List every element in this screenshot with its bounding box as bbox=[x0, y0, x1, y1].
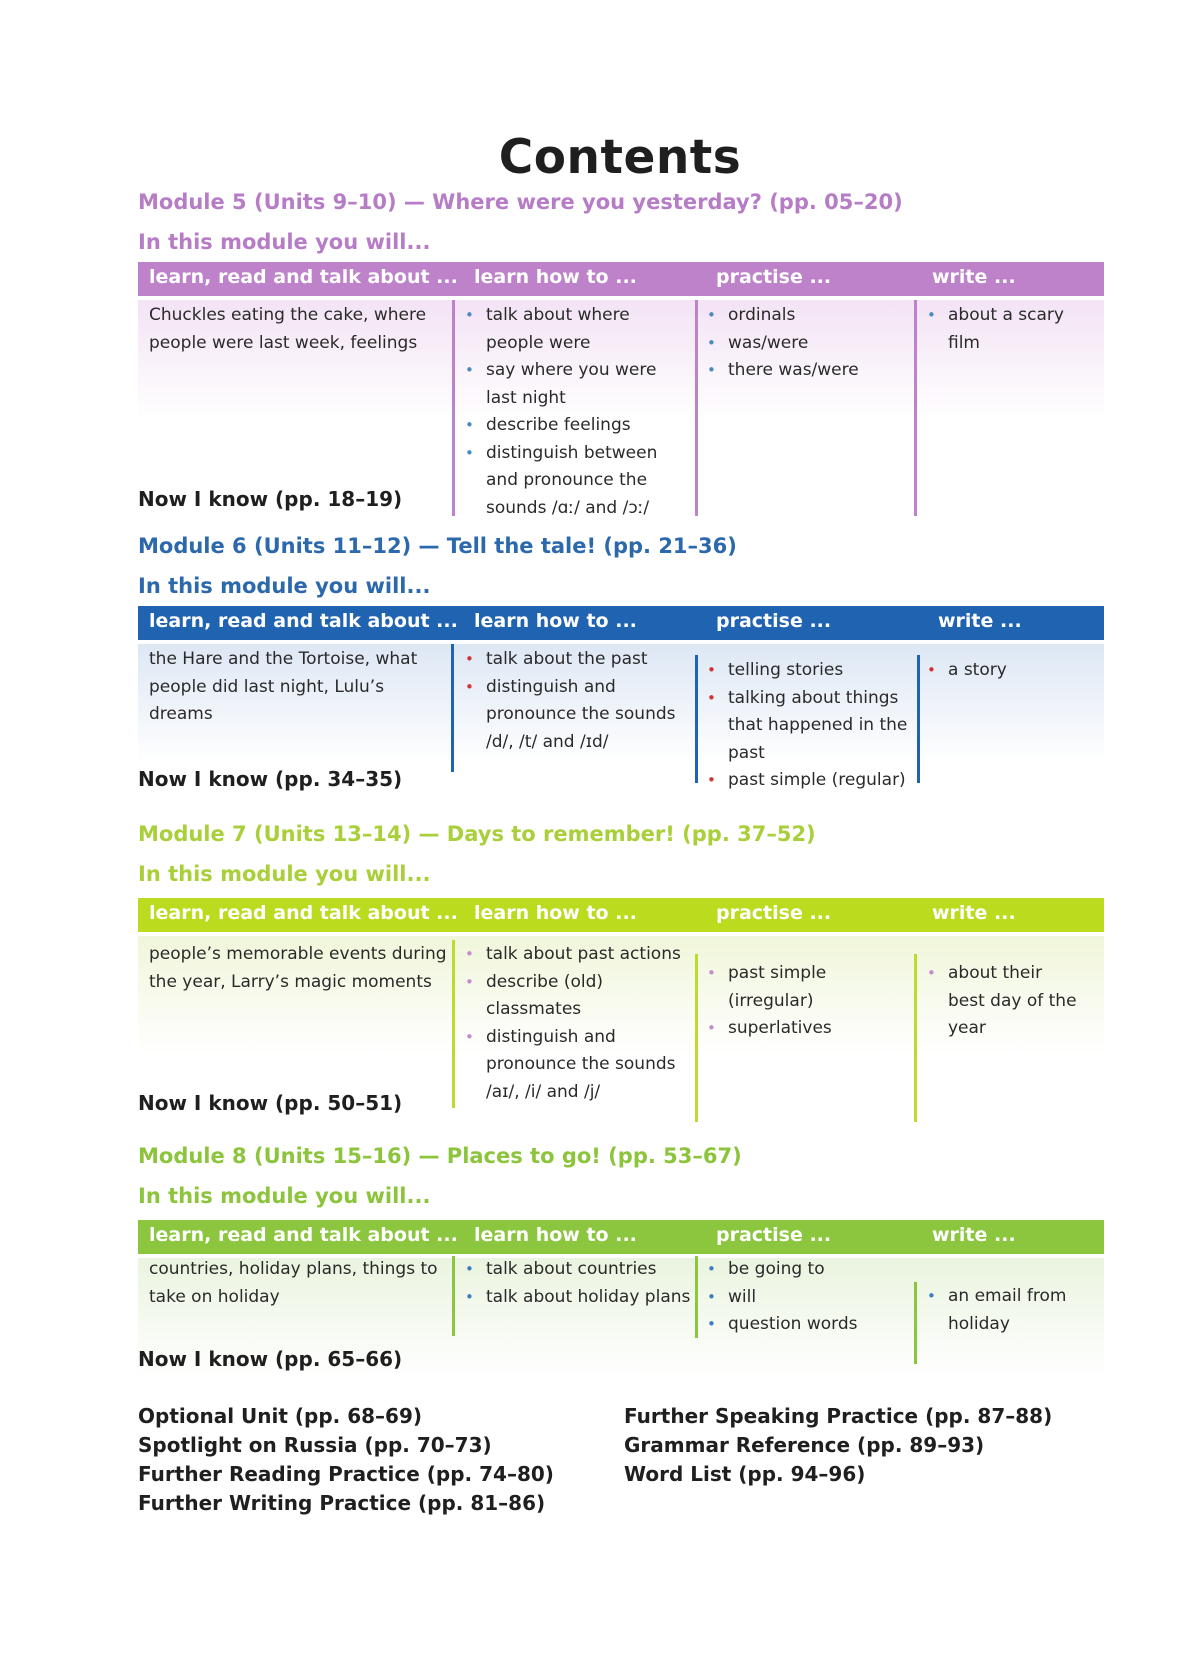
footer-item: Optional Unit (pp. 68–69) bbox=[138, 1404, 423, 1428]
now-i-know: Now I know (pp. 65–66) bbox=[138, 1347, 403, 1371]
column-divider bbox=[452, 940, 455, 1108]
list-item: • talking about things that happened in the past bbox=[704, 685, 914, 768]
list-item: • distinguish and pronounce the sounds /d/, /t/ and /ɪd/ bbox=[462, 674, 692, 757]
footer-left-list bbox=[138, 1402, 554, 1518]
module-title: Module 8 (Units 15–16) — Places to go! (pp. 53–67) bbox=[138, 1144, 742, 1168]
footer-right-list bbox=[624, 1402, 1052, 1489]
header-write: write ... bbox=[932, 902, 1016, 924]
list-item: • was/were bbox=[704, 330, 914, 358]
list-item: • a story bbox=[924, 657, 1074, 685]
header-practise: practise ... bbox=[716, 610, 832, 632]
list-item: • an email from holiday bbox=[924, 1283, 1074, 1338]
column-divider bbox=[914, 1282, 917, 1364]
topics-cell: countries, holiday plans, things to take on holiday bbox=[149, 1259, 438, 1307]
module-title: Module 7 (Units 13–14) — Days to remember! (pp. 37–52) bbox=[138, 822, 816, 846]
list-item: • will bbox=[704, 1284, 914, 1312]
learn-cell bbox=[462, 1256, 692, 1311]
list-item: • talk about the past bbox=[462, 646, 692, 674]
header-practise: practise ... bbox=[716, 902, 832, 924]
column-divider bbox=[917, 655, 920, 783]
now-i-know: Now I know (pp. 18–19) bbox=[138, 487, 403, 511]
footer-item: Further Speaking Practice (pp. 87–88) bbox=[624, 1404, 1053, 1428]
module-8 bbox=[138, 1142, 1104, 1374]
module-subtitle: In this module you will... bbox=[138, 574, 431, 598]
module-subtitle: In this module you will... bbox=[138, 862, 431, 886]
header-learn-how: learn how to ... bbox=[474, 1224, 637, 1246]
column-divider bbox=[695, 655, 698, 783]
header-write: write ... bbox=[932, 266, 1016, 288]
table-header bbox=[138, 1220, 1104, 1254]
table-header bbox=[138, 262, 1104, 296]
footer-item: Grammar Reference (pp. 89–93) bbox=[624, 1433, 985, 1457]
table-header bbox=[138, 606, 1104, 640]
table-header bbox=[138, 898, 1104, 932]
topics-cell: Chuckles eating the cake, where people were last week, feelings bbox=[149, 305, 427, 353]
list-item: • ordinals bbox=[704, 302, 914, 330]
write-cell bbox=[924, 1283, 1074, 1338]
module-title: Module 6 (Units 11–12) — Tell the tale! (pp. 21–36) bbox=[138, 534, 737, 558]
header-learn-read-talk: learn, read and talk about ... bbox=[149, 266, 458, 288]
header-write: write ... bbox=[932, 1224, 1016, 1246]
practise-cell bbox=[704, 960, 914, 1043]
list-item: • telling stories bbox=[704, 657, 914, 685]
column-divider bbox=[914, 954, 917, 1122]
module-7 bbox=[138, 820, 1104, 1122]
footer-item: Further Writing Practice (pp. 81–86) bbox=[138, 1491, 546, 1515]
footer-item: Further Reading Practice (pp. 74–80) bbox=[138, 1462, 554, 1486]
list-item: • be going to bbox=[704, 1256, 914, 1284]
now-i-know: Now I know (pp. 50–51) bbox=[138, 1091, 403, 1115]
module-6 bbox=[138, 532, 1104, 810]
list-item: • say where you were last night bbox=[462, 357, 692, 412]
write-cell bbox=[924, 960, 1084, 1043]
topics-cell: people’s memorable events during the year, Larry’s magic moments bbox=[149, 944, 447, 992]
column-divider bbox=[695, 1256, 698, 1338]
header-learn-read-talk: learn, read and talk about ... bbox=[149, 902, 458, 924]
module-table bbox=[138, 262, 1104, 518]
list-item: • distinguish and pronounce the sounds /aɪ/, /i/ and /j/ bbox=[462, 1024, 696, 1107]
practise-cell bbox=[704, 302, 914, 385]
practise-cell bbox=[704, 1256, 914, 1339]
header-learn-how: learn how to ... bbox=[474, 610, 637, 632]
practise-cell bbox=[704, 657, 914, 795]
list-item: • about their best day of the year bbox=[924, 960, 1084, 1043]
column-divider bbox=[452, 1256, 455, 1336]
footer-item: Word List (pp. 94–96) bbox=[624, 1462, 866, 1486]
header-learn-read-talk: learn, read and talk about ... bbox=[149, 1224, 458, 1246]
list-item: • talk about holiday plans bbox=[462, 1284, 692, 1312]
column-divider bbox=[452, 300, 455, 516]
module-5 bbox=[138, 188, 1104, 518]
list-item: • describe feelings bbox=[462, 412, 692, 440]
column-divider bbox=[914, 300, 917, 516]
module-table bbox=[138, 1220, 1104, 1374]
header-learn-how: learn how to ... bbox=[474, 266, 637, 288]
page-title: Contents bbox=[498, 130, 742, 185]
list-item: • talk about past actions bbox=[462, 941, 696, 969]
list-item: • talk about where people were bbox=[462, 302, 692, 357]
now-i-know: Now I know (pp. 34–35) bbox=[138, 767, 403, 791]
header-practise: practise ... bbox=[716, 1224, 832, 1246]
module-title: Module 5 (Units 9–10) — Where were you yesterday? (pp. 05–20) bbox=[138, 190, 903, 214]
column-divider bbox=[695, 300, 698, 516]
header-practise: practise ... bbox=[716, 266, 832, 288]
column-divider bbox=[451, 644, 454, 772]
list-item: • talk about countries bbox=[462, 1256, 692, 1284]
column-divider bbox=[695, 954, 698, 1122]
module-subtitle: In this module you will... bbox=[138, 230, 431, 254]
module-table bbox=[138, 606, 1104, 810]
list-item: • there was/were bbox=[704, 357, 914, 385]
list-item: • past simple (regular) bbox=[704, 767, 914, 795]
learn-cell bbox=[462, 646, 692, 756]
list-item: • past simple (irregular) bbox=[704, 960, 914, 1015]
topics-cell: the Hare and the Tortoise, what people did last night, Lulu’s dreams bbox=[149, 649, 418, 724]
module-table bbox=[138, 898, 1104, 1122]
header-write: write ... bbox=[938, 610, 1022, 632]
footer-item: Spotlight on Russia (pp. 70–73) bbox=[138, 1433, 492, 1457]
header-learn-how: learn how to ... bbox=[474, 902, 637, 924]
list-item: • about a scary film bbox=[924, 302, 1074, 357]
learn-cell bbox=[462, 941, 696, 1106]
module-subtitle: In this module you will... bbox=[138, 1184, 431, 1208]
list-item: • question words bbox=[704, 1311, 914, 1339]
write-cell bbox=[924, 657, 1074, 685]
list-item: • distinguish between and pronounce the sounds /ɑː/ and /ɔː/ bbox=[462, 440, 692, 523]
write-cell bbox=[924, 302, 1074, 357]
learn-cell bbox=[462, 302, 692, 522]
list-item: • describe (old) classmates bbox=[462, 969, 696, 1024]
header-learn-read-talk: learn, read and talk about ... bbox=[149, 610, 458, 632]
list-item: • superlatives bbox=[704, 1015, 914, 1043]
